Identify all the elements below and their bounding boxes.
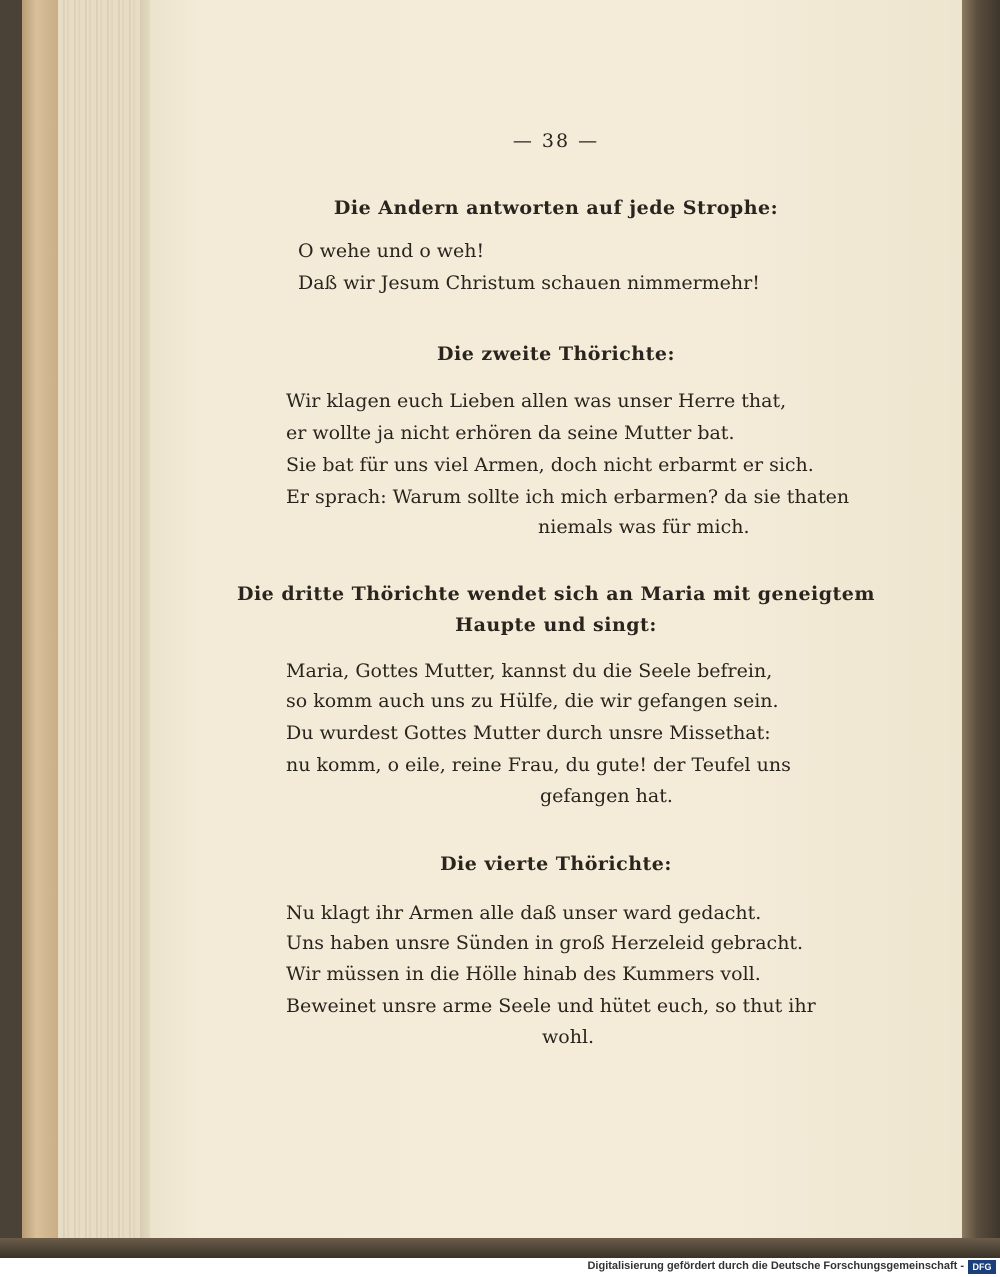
page-stack [58,0,148,1242]
verse-line: Wir müssen in die Hölle hinab des Kummers voll. [286,963,761,985]
verse-line: gefangen hat. [540,785,673,807]
verse-line: Uns haben unsre Sünden in groß Herzeleid gebracht. [286,932,804,954]
book-edge [22,0,58,1240]
heading-vierte: Die vierte Thörichte: [440,853,672,875]
page-shadow-bottom [0,1238,1000,1258]
heading-dritte: Die dritte Thörichte wendet sich an Maria mit geneigtem [236,583,875,605]
verse-line: Sie bat für uns viel Armen, doch nicht erbarmt er sich. [286,454,814,476]
verse-line: er wollte ja nicht erhören da seine Mutter bat. [286,422,735,444]
verse-line: nu komm, o eile, reine Frau, du gute! der Teufel uns [286,754,791,776]
verse-line: Beweinet unsre arme Seele und hütet euch, so thut ihr [286,995,816,1017]
page-number: — 38 — [512,130,600,152]
heading-dritte-cont: Haupte und singt: [455,614,657,636]
verse-line: Daß wir Jesum Christum schauen nimmermehr! [298,272,760,294]
verse-line: Du wurdest Gottes Mutter durch unsre Missethat: [286,722,771,744]
dfg-logo-icon: DFG [968,1260,996,1274]
verse-line: Er sprach: Warum sollte ich mich erbarmen? da sie thaten [286,486,850,508]
heading-andern: Die Andern antworten auf jede Strophe: [333,197,779,219]
verse-line: so komm auch uns zu Hülfe, die wir gefangen sein. [286,690,779,712]
verse-line: Wir klagen euch Lieben allen was unser Herre that, [286,390,787,412]
footer-bar [0,1258,1000,1277]
footer-credit: Digitalisierung gefördert durch die Deutsche Forschungsgemeinschaft - [587,1260,964,1272]
verse-line: Nu klagt ihr Armen alle daß unser ward gedacht. [286,902,762,924]
verse-line: O wehe und o weh! [298,240,485,262]
verse-line: niemals was für mich. [538,516,750,538]
verse-line: wohl. [542,1026,595,1048]
book-page [150,0,962,1238]
verse-line: Maria, Gottes Mutter, kannst du die Seele befrein, [286,660,773,682]
page-shadow-right [962,0,1000,1258]
heading-zweite: Die zweite Thörichte: [437,343,675,365]
